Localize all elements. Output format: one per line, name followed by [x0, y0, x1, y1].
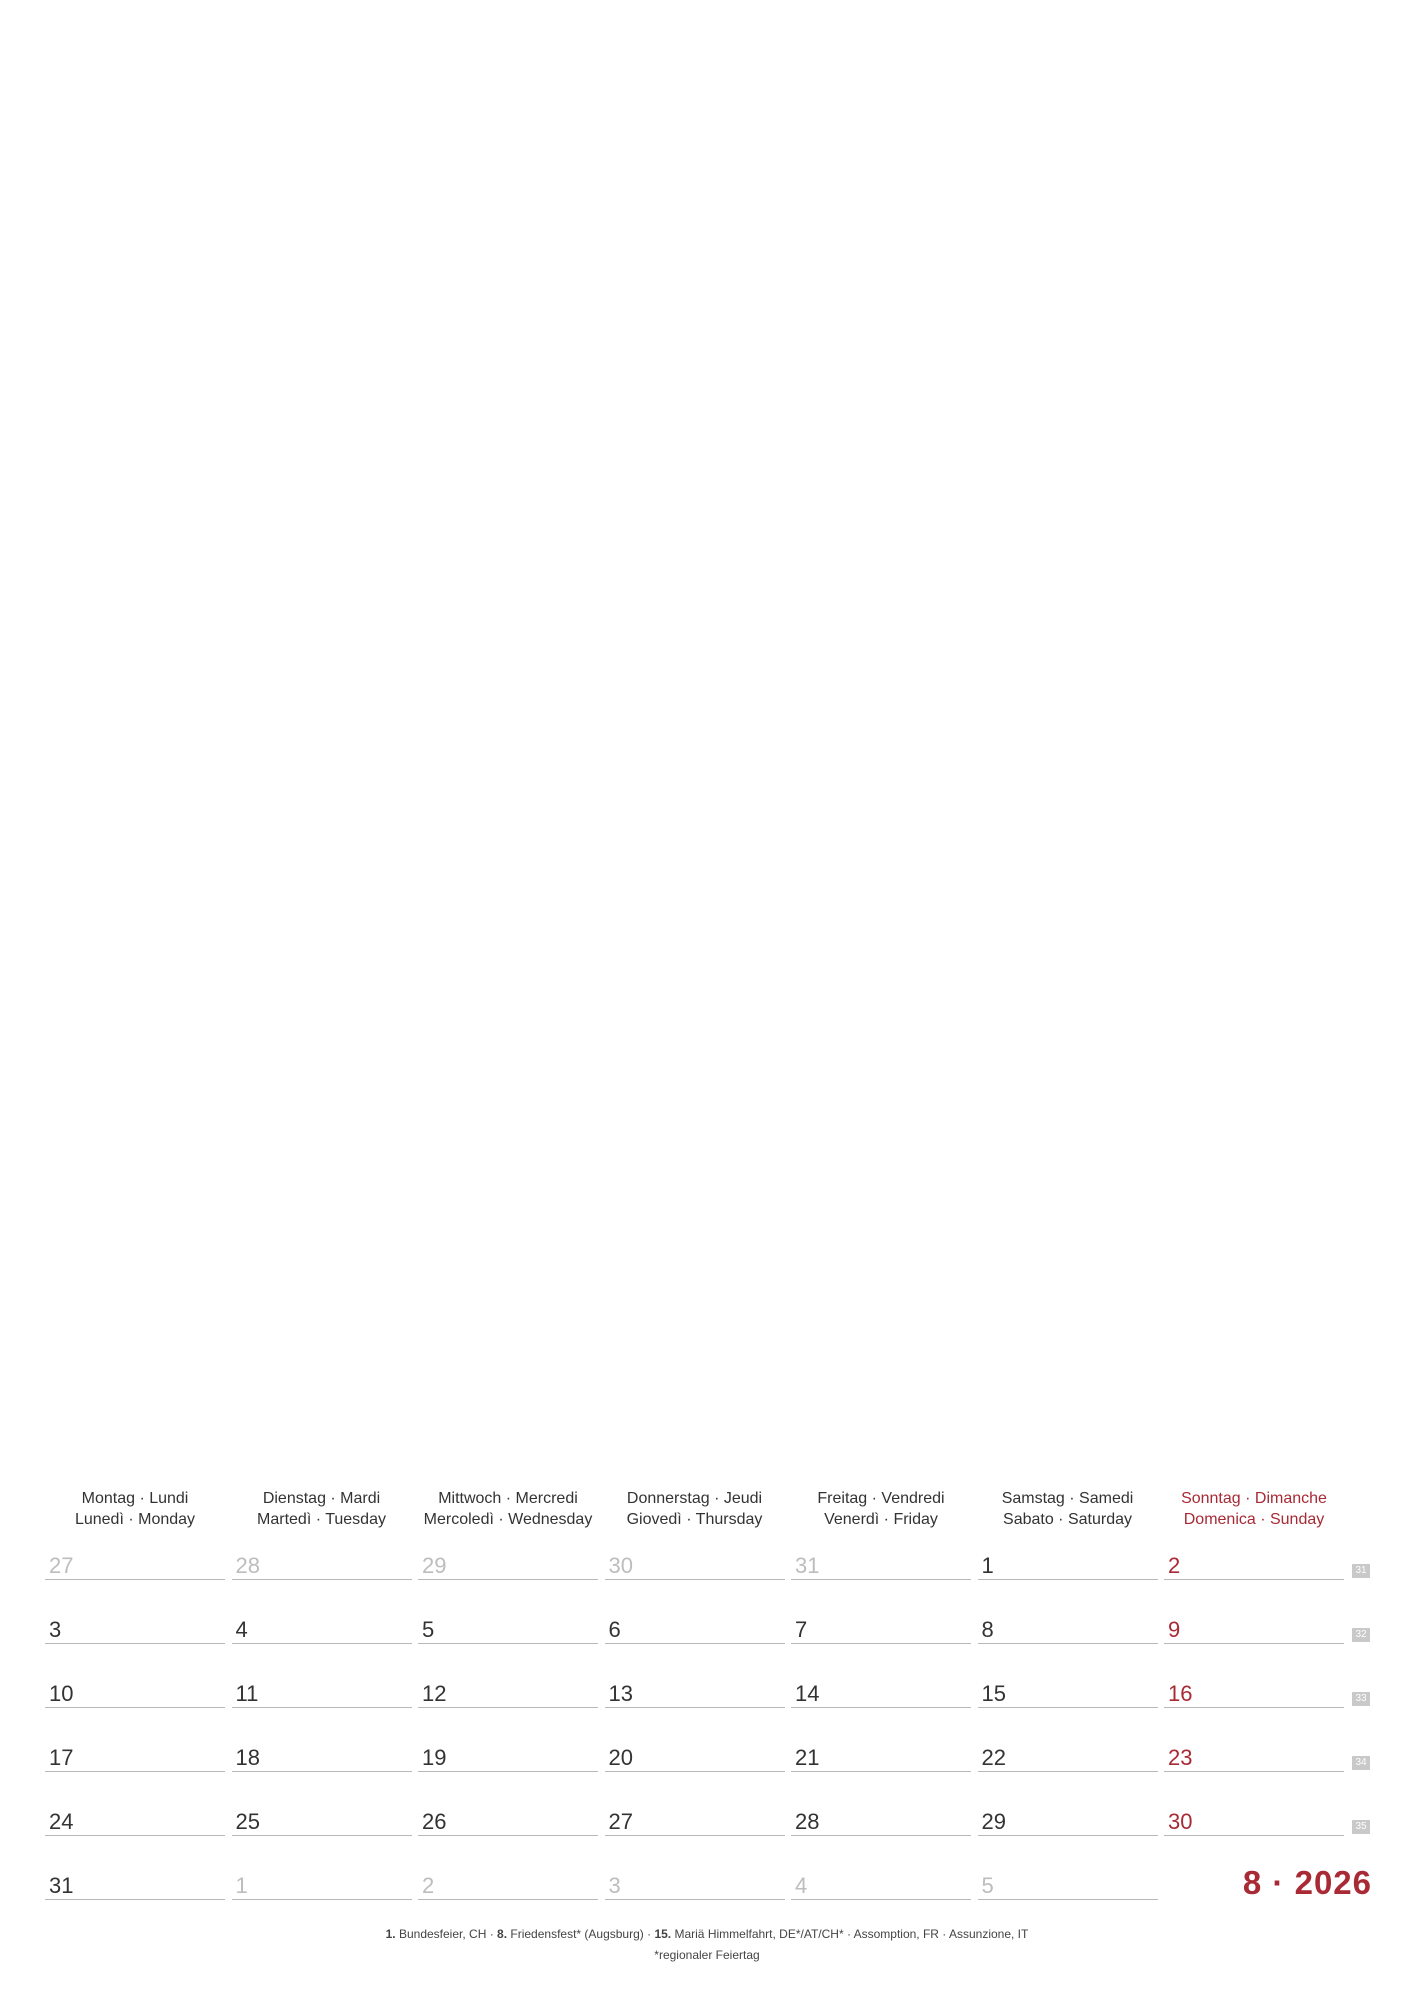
weekday-name-line1: Sonntag · Dimanche [1181, 1490, 1327, 1507]
weekday-name-line2: Martedì · Tuesday [257, 1511, 386, 1528]
weekday-header [418, 1488, 598, 1530]
day-cell: 1 [978, 1552, 1158, 1580]
weekday-header [45, 1488, 225, 1530]
day-cell: 3 [45, 1616, 225, 1644]
holiday-separator: · [486, 1927, 498, 1941]
weekday-header [605, 1488, 785, 1530]
day-cell: 6 [605, 1616, 785, 1644]
day-cell: 30 [605, 1552, 785, 1580]
day-cell: 25 [232, 1808, 412, 1836]
weekday-header-row [45, 1488, 1355, 1534]
day-cell: 31 [791, 1552, 971, 1580]
day-cell: 28 [791, 1808, 971, 1836]
day-cell: 31 [45, 1872, 225, 1900]
holiday-item [654, 1927, 1028, 1941]
day-cell: 12 [418, 1680, 598, 1708]
day-cell: 21 [791, 1744, 971, 1772]
day-cell: 29 [418, 1552, 598, 1580]
day-cell: 5 [978, 1872, 1158, 1900]
weekday-header [978, 1488, 1158, 1530]
day-cell: 2 [418, 1872, 598, 1900]
week-number-badge: 34 [1352, 1756, 1370, 1770]
day-cell: 4 [791, 1872, 971, 1900]
day-cell: 27 [605, 1808, 785, 1836]
day-cell: 27 [45, 1552, 225, 1580]
day-cell: 14 [791, 1680, 971, 1708]
day-cell: 7 [791, 1616, 971, 1644]
week-number-badge: 31 [1352, 1564, 1370, 1578]
day-cell: 26 [418, 1808, 598, 1836]
weekday-name-line1: Samstag · Samedi [1001, 1490, 1134, 1507]
day-cell: 30 [1164, 1808, 1344, 1836]
holiday-text: Friedensfest* (Augsburg) [507, 1927, 644, 1941]
holiday-text: Bundesfeier, CH [395, 1927, 487, 1941]
day-cell: 28 [232, 1552, 412, 1580]
day-cell: 16 [1164, 1680, 1344, 1708]
day-cell: 9 [1164, 1616, 1344, 1644]
day-cell: 22 [978, 1744, 1158, 1772]
month-year-label: 8 · 2026 [1242, 1864, 1372, 1901]
day-cell: 3 [605, 1872, 785, 1900]
day-cell: 23 [1164, 1744, 1344, 1772]
holiday-text: Mariä Himmelfahrt, DE*/AT/CH* · Assomption, FR · Assunzione, IT [671, 1927, 1029, 1941]
weekday-name-line2: Giovedì · Thursday [626, 1511, 763, 1528]
weekday-name-line2: Domenica · Sunday [1183, 1511, 1325, 1528]
weekday-name-line1: Dienstag · Mardi [262, 1490, 381, 1507]
calendar-grid [45, 1552, 1375, 1914]
day-cell: 18 [232, 1744, 412, 1772]
week-number-badge: 35 [1352, 1820, 1370, 1834]
day-cell: 11 [232, 1680, 412, 1708]
day-cell: 24 [45, 1808, 225, 1836]
day-cell: 15 [978, 1680, 1158, 1708]
day-cell: 1 [232, 1872, 412, 1900]
weekday-name-line1: Montag · Lundi [81, 1490, 189, 1507]
day-cell: 29 [978, 1808, 1158, 1836]
week-number-badge: 33 [1352, 1692, 1370, 1706]
holiday-day: 15. [654, 1927, 672, 1941]
weekday-name-line1: Freitag · Vendredi [817, 1490, 945, 1507]
day-cell: 4 [232, 1616, 412, 1644]
weekday-name-line1: Donnerstag · Jeudi [626, 1490, 763, 1507]
day-cell: 20 [605, 1744, 785, 1772]
day-cell: 2 [1164, 1552, 1344, 1580]
week-number-badge: 32 [1352, 1628, 1370, 1642]
day-cell: 10 [45, 1680, 225, 1708]
holiday-separator: · [643, 1927, 655, 1941]
day-cell: 19 [418, 1744, 598, 1772]
weekday-name-line2: Venerdì · Friday [824, 1511, 938, 1528]
holiday-day: 8. [497, 1927, 508, 1941]
weekday-header [1164, 1488, 1344, 1530]
day-cell: 8 [978, 1616, 1158, 1644]
weekday-name-line2: Sabato · Saturday [1003, 1511, 1132, 1528]
weekday-name-line2: Lunedì · Monday [74, 1511, 196, 1528]
weekday-header [791, 1488, 971, 1530]
day-cell: 5 [418, 1616, 598, 1644]
day-cell: 13 [605, 1680, 785, 1708]
holiday-item [497, 1927, 644, 1941]
holiday-item [386, 1927, 487, 1941]
weekday-name-line1: Mittwoch · Mercredi [438, 1490, 578, 1507]
holiday-list [0, 1927, 1414, 1941]
day-cell: 17 [45, 1744, 225, 1772]
holiday-day: 1. [385, 1927, 396, 1941]
weekday-header [232, 1488, 412, 1530]
weekday-name-line2: Mercoledì · Wednesday [423, 1511, 593, 1528]
holiday-footnote: *regionaler Feiertag [654, 1948, 760, 1962]
